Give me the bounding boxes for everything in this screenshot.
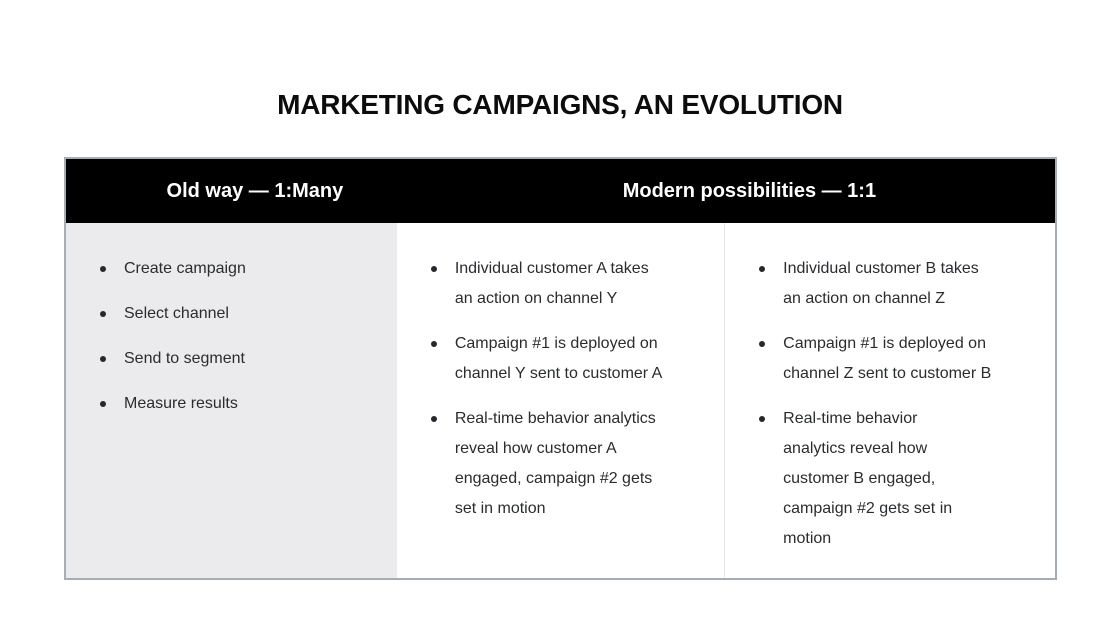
bullet-icon	[100, 266, 106, 272]
column-modern-customer-a	[397, 223, 725, 578]
header-cell-modern: Modern possibilities — 1:1	[622, 179, 877, 202]
list-item	[100, 299, 373, 329]
old-way-bullet-list	[66, 223, 397, 419]
bullet-icon	[759, 416, 765, 422]
list-item-text: Individual customer A takes an action on channel Y	[454, 260, 649, 307]
page-title: MARKETING CAMPAIGNS, AN EVOLUTION	[277, 88, 843, 120]
list-item	[759, 404, 1031, 554]
list-item	[431, 404, 700, 524]
list-item	[100, 344, 373, 374]
table-header	[66, 159, 1055, 223]
list-item-text: Measure results	[124, 395, 238, 412]
list-item-text: Select channel	[124, 305, 229, 322]
header-cell-old-way: Old way — 1:Many	[166, 179, 344, 202]
list-item-text: Campaign #1 is deployed on channel Y sent to customer A	[454, 335, 663, 382]
list-item	[431, 329, 700, 389]
modern-a-bullet-list	[397, 223, 724, 524]
list-item-text: Real-time behavior analytics reveal how customer B engaged, campaign #2 gets set in motion	[783, 410, 953, 547]
list-item	[100, 254, 373, 284]
list-item-text: Individual customer B takes an action on channel Z	[783, 260, 979, 307]
column-modern-customer-b	[725, 223, 1055, 578]
list-item	[100, 389, 373, 419]
comparison-table	[64, 157, 1057, 580]
list-item	[431, 254, 700, 314]
list-item-text: Send to segment	[124, 350, 245, 367]
list-item-text: Create campaign	[124, 260, 246, 277]
bullet-icon	[759, 341, 765, 347]
bullet-icon	[431, 341, 437, 347]
bullet-icon	[100, 311, 106, 317]
modern-b-bullet-list	[725, 223, 1055, 554]
bullet-icon	[100, 401, 106, 407]
bullet-icon	[100, 356, 106, 362]
table-body	[66, 223, 1055, 578]
list-item-text: Campaign #1 is deployed on channel Z sent to customer B	[783, 335, 992, 382]
bullet-icon	[759, 266, 765, 272]
bullet-icon	[431, 266, 437, 272]
list-item	[759, 254, 1031, 314]
bullet-icon	[431, 416, 437, 422]
column-old-way	[66, 223, 397, 578]
list-item-text: Real-time behavior analytics reveal how customer A engaged, campaign #2 gets set in motion	[454, 410, 656, 517]
list-item	[759, 329, 1031, 389]
